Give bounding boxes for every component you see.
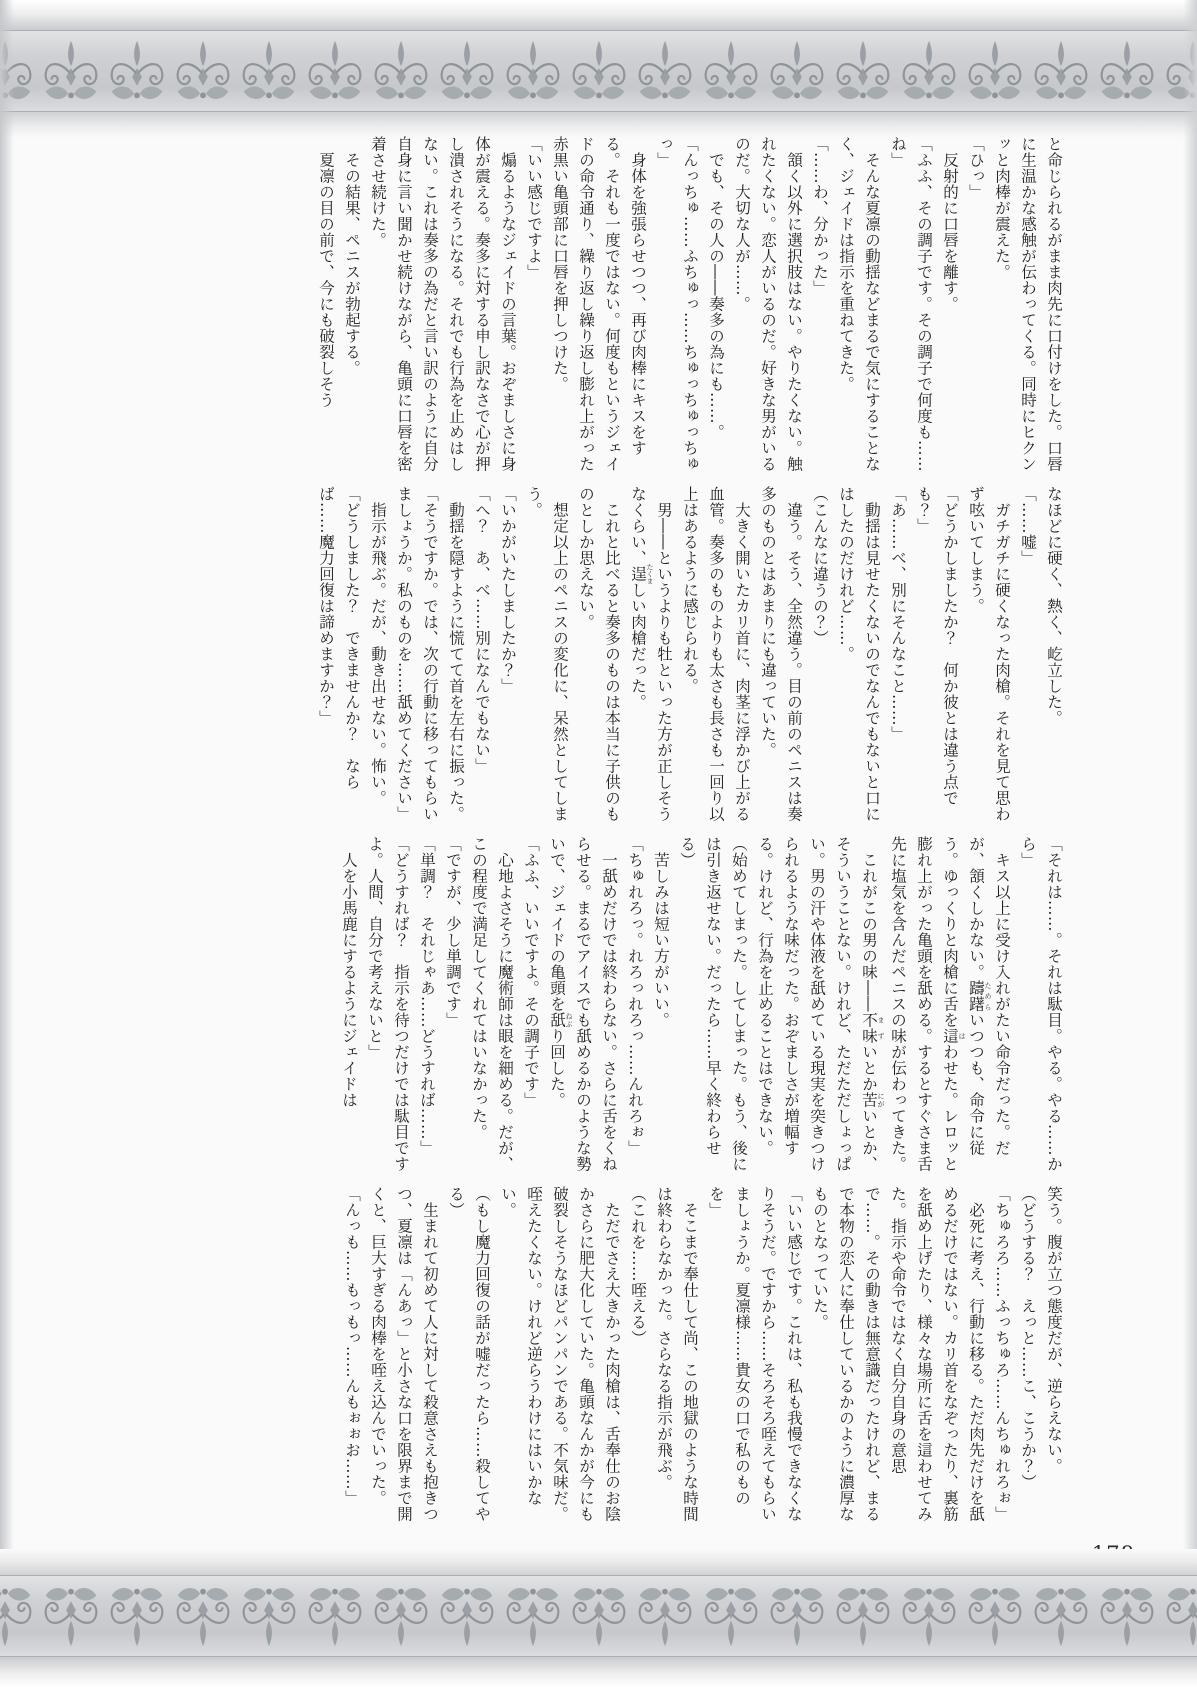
paragraph: 「あ……べ、別にそんなこと……」 xyxy=(889,486,907,742)
arabesque-motif-icon xyxy=(236,35,302,107)
arabesque-motif-icon xyxy=(1094,35,1160,107)
text-band-1 xyxy=(133,136,1067,472)
arabesque-motif-icon xyxy=(170,1580,236,1652)
ornament-frieze-bottom xyxy=(0,1575,1197,1657)
bottom-ornament-border xyxy=(0,1549,1197,1687)
paragraph: 「そうですか。では、次の行動に移ってもらいましょうか。私のものを……舐めてください」 xyxy=(395,486,439,822)
arabesque-motif-icon xyxy=(104,1580,170,1652)
arabesque-motif-icon xyxy=(236,1580,302,1652)
bottom-inner-shade xyxy=(0,1549,1197,1575)
paragraph: そこまで奉仕して尚、この地獄のような時間は終わらなかった。さらなる指示が飛ぶ。 xyxy=(655,1186,699,1522)
paragraph: 「……わ、分かった」 xyxy=(811,136,829,296)
paragraph: これと比べると奏多のものは本当に子供のものとしか思えない。 xyxy=(577,486,621,822)
paragraph: 必死に考え、行動に移る。ただ肉先だけを舐めるだけではない。カリ首をなぞったり、裏筋を舐め上げたり、様々な場所に舌を這わせてみた。指示や命令ではなく自分自身の意思で……。その動きは無意識だったけれど、まるで本物の恋人に奉仕しているかのように濃厚なものとなっていた。 xyxy=(811,1186,985,1522)
paragraph: と命じられるがまま肉先に口付けをした。口唇に生温かな感触が伝わってくる。同時にヒクンッと肉棒が震えた。 xyxy=(993,136,1063,472)
paragraph: （もし魔力回復の話が嘘だったら……殺してやる） xyxy=(447,1186,491,1522)
paragraph: 「んっちゅ……ふちゅっ……ちゅっちゅっちゅっ」 xyxy=(655,136,699,472)
paragraph: 「どうしました？ できませんか？ ならば……魔力回復は諦めますか？」 xyxy=(317,486,361,790)
paragraph: 「……嘘」 xyxy=(1019,486,1037,566)
arabesque-motif-icon xyxy=(0,35,38,107)
paragraph: 「ちゅれろっ。れろっれろっ……んれろぉ」 xyxy=(626,836,644,1156)
arabesque-motif-icon xyxy=(632,1580,698,1652)
paragraph: 「どうかしましたか？ 何か彼とは違う点でも？」 xyxy=(915,486,959,806)
arabesque-motif-icon xyxy=(500,35,566,107)
arabesque-motif-icon xyxy=(896,1580,962,1652)
paragraph: 笑う。腹が立つ態度だが、逆らえない。 xyxy=(1045,1186,1063,1474)
paragraph: 指示が飛ぶ。だが、動き出せない。怖い。 xyxy=(369,486,387,806)
arabesque-motif-icon xyxy=(38,35,104,107)
paragraph: ガチガチに硬くなった肉槍。それを見て思わず呟いてしまう。 xyxy=(967,486,1011,822)
arabesque-motif-icon xyxy=(830,35,896,107)
paragraph: 男――というよりも牡といった方が正しそうなくらい、逞 たくましい肉槍だった。 xyxy=(629,486,673,822)
arabesque-motif-icon xyxy=(1028,1580,1094,1652)
novel-text-area xyxy=(133,136,1067,1536)
left-page-shade xyxy=(0,0,14,1687)
paragraph: 「ふふ、その調子です。その調子で何度も……ね」 xyxy=(889,136,933,472)
paragraph: （どうする？ えっと……こ、こうか？） xyxy=(1019,1186,1037,1490)
arabesque-motif-icon xyxy=(1028,35,1094,107)
paragraph: 大きく開いたカリ首に、肉茎に浮かび上がる血管。奏多のものよりも太さも長さも一回り以上はあるように感じられる。 xyxy=(681,486,751,822)
paragraph: 反射的に口唇を離す。 xyxy=(941,136,959,312)
paragraph: 一舐めだけでは終わらない。さらに舌をくねらせる。まるでアイスでも舐めるかのような勢いで、ジェイドの亀頭を舐 ねぶり回した。 xyxy=(548,836,618,1172)
arabesque-motif-icon xyxy=(434,35,500,107)
paragraph: 「いかがいたしましたか？」 xyxy=(499,486,517,694)
arabesque-motif-icon xyxy=(632,35,698,107)
arabesque-motif-icon xyxy=(1160,35,1197,107)
top-ornament-border xyxy=(0,0,1197,138)
arabesque-motif-icon xyxy=(566,1580,632,1652)
paragraph: 想定以上のペニスの変化に、呆然としてしまう。 xyxy=(525,486,569,822)
paragraph: 夏凛の目の前で、今にも破裂しそう xyxy=(317,136,335,408)
ornament-frieze-top xyxy=(0,30,1197,112)
arabesque-motif-icon xyxy=(38,1580,104,1652)
arabesque-motif-icon xyxy=(170,35,236,107)
arabesque-motif-icon xyxy=(896,35,962,107)
arabesque-motif-icon xyxy=(566,35,632,107)
paragraph: ただでさえ大きかった肉槍は、舌奉仕のお陰かさらに肥大化していた。亀頭なんかが今にも破裂しそうなほどパンパンである。不気味だ。咥えたくない。けれど逆らうわけにはいかない。 xyxy=(499,1186,621,1522)
paragraph: （こんなに違うの？） xyxy=(811,486,829,646)
arabesque-motif-icon xyxy=(698,1580,764,1652)
paragraph: 心地よさそうに魔術師は眼を細める。だが、この程度で満足してくれてはいなかった。 xyxy=(470,836,514,1172)
paragraph: 煽るようなジェイドの言葉。おぞましさに身体が震える。奏多に対する申し訳なさで心が押し潰されそうになる。それでも行為を止めはしない。これは奏多の為だと言い訳のように自分自身に言い聞かせ続けながら、亀頭に口唇を密着させ続けた。 xyxy=(369,136,517,472)
arabesque-motif-icon xyxy=(830,1580,896,1652)
arabesque-motif-icon xyxy=(302,1580,368,1652)
paragraph: 頷く以外に選択肢はない。やりたくない。触れたくない。恋人がいるのだ。好きな男がいるのだ。大切な人が……。 xyxy=(733,136,803,472)
paragraph: 「へ？ あ、べ……別になんでもない」 xyxy=(473,486,491,774)
paragraph: 違う。そう、全然違う。目の前のペニスは奏多のものとはあまりにも違っていた。 xyxy=(759,486,803,822)
paragraph: 「単調？ それじゃあ……どうすれば……」 xyxy=(418,836,436,1156)
paragraph: キス以上に受け入れがたい命令だった。だが、頷くしかない。躊躇 ためらいつつも、命令に従う。ゆっくりと肉槍に舌を這 はわせた。レロッと膨れ上がった亀頭を舐める。するとすぐさま舌先に塩気を含んだペニスの味が伝わってきた。 xyxy=(889,836,1011,1172)
paragraph: 動揺は見せたくないのでなんでもないと口にはしたのだけれど……。 xyxy=(837,486,881,822)
arabesque-motif-icon xyxy=(698,35,764,107)
text-band-3 xyxy=(133,836,1067,1172)
paragraph: 「ちゅろろ……ふっちゅろ……んちゅれろぉ」 xyxy=(993,1186,1011,1522)
arabesque-motif-icon xyxy=(962,1580,1028,1652)
top-edge-shade xyxy=(0,0,1197,30)
paragraph: これがこの男の味――不味 まずいとか苦 にがいとか、そういうことない。けれど、ただただしょっぱい。男の汗や体液を舐めている現実を突きつけられるような味だった。おぞましさが増幅する。けれど、行為を止めることはできない。 xyxy=(756,836,885,1172)
paragraph: 「いい感じです。これは、私も我慢できなくなりそうだ。ですから……そろそろ咥えてもらいましょうか。夏凛様……貴女の口で私のものを」 xyxy=(707,1186,803,1522)
bottom-edge-shade xyxy=(0,1657,1197,1687)
text-band-4 xyxy=(133,1186,1067,1522)
paragraph: その結果、ペニスが勃起する。 xyxy=(343,136,361,376)
arabesque-motif-icon xyxy=(764,35,830,107)
paragraph: （始めてしまった。してしまった。もう、後には引き返せない。だったら……早く終わらせる） xyxy=(678,836,748,1172)
paragraph: 苦しみは短い方がいい。 xyxy=(652,836,670,1028)
right-page-shade xyxy=(1183,0,1197,1687)
arabesque-motif-icon xyxy=(0,1580,38,1652)
paragraph: 「それは……。それは駄目。やる。やる……から」 xyxy=(1019,836,1063,1172)
paragraph: 「ふふ、いいですよ。その調子です」 xyxy=(522,836,540,1108)
arabesque-motif-icon xyxy=(1094,1580,1160,1652)
text-band-2 xyxy=(133,486,1067,822)
paragraph: 「どうすれば？ 指示を待つだけでは駄目ですよ。人間、自分で考えないと」 xyxy=(366,836,410,1172)
paragraph: 「ひっ」 xyxy=(967,136,985,200)
arabesque-motif-icon xyxy=(104,35,170,107)
paragraph: 身体を強張らせつつ、再び肉棒にキスをする。それも一度ではない。何度もというジェイドの命令通り、繰り返し繰り返し膨れ上がった赤黒い亀頭部に口唇を押しつけた。 xyxy=(551,136,647,472)
paragraph: そんな夏凛の動揺などまるで気にすることなく、ジェイドは指示を重ねてきた。 xyxy=(837,136,881,472)
paragraph: 動揺を隠すように慌てて首を左右に振った。 xyxy=(447,486,465,822)
arabesque-motif-icon xyxy=(368,35,434,107)
paragraph: 「んっも……もっもっ……んもぉぉお……」 xyxy=(343,1186,361,1506)
paragraph: 人を小馬鹿にするようにジェイドは xyxy=(340,836,358,1108)
paragraph: （これを……咥える） xyxy=(629,1186,647,1346)
arabesque-motif-icon xyxy=(500,1580,566,1652)
arabesque-motif-icon xyxy=(368,1580,434,1652)
arabesque-motif-icon xyxy=(962,35,1028,107)
arabesque-motif-icon xyxy=(1160,1580,1197,1652)
top-inner-shade xyxy=(0,112,1197,138)
arabesque-motif-icon xyxy=(302,35,368,107)
paragraph: でも、その人の――奏多の為にも……。 xyxy=(707,136,725,440)
paragraph: 生まれて初めて人に対して殺意さえも抱きつつ、夏凛は「んあっ」と小さな口を限界まで開くと、巨大すぎる肉棒を咥え込んでいった。 xyxy=(369,1186,439,1522)
arabesque-motif-icon xyxy=(764,1580,830,1652)
paragraph: なほどに硬く、熱く、屹立した。 xyxy=(1045,486,1063,726)
arabesque-motif-icon xyxy=(434,1580,500,1652)
paragraph: 「ですが、少し単調です」 xyxy=(444,836,462,1028)
paragraph: 「いい感じですよ」 xyxy=(525,136,543,280)
